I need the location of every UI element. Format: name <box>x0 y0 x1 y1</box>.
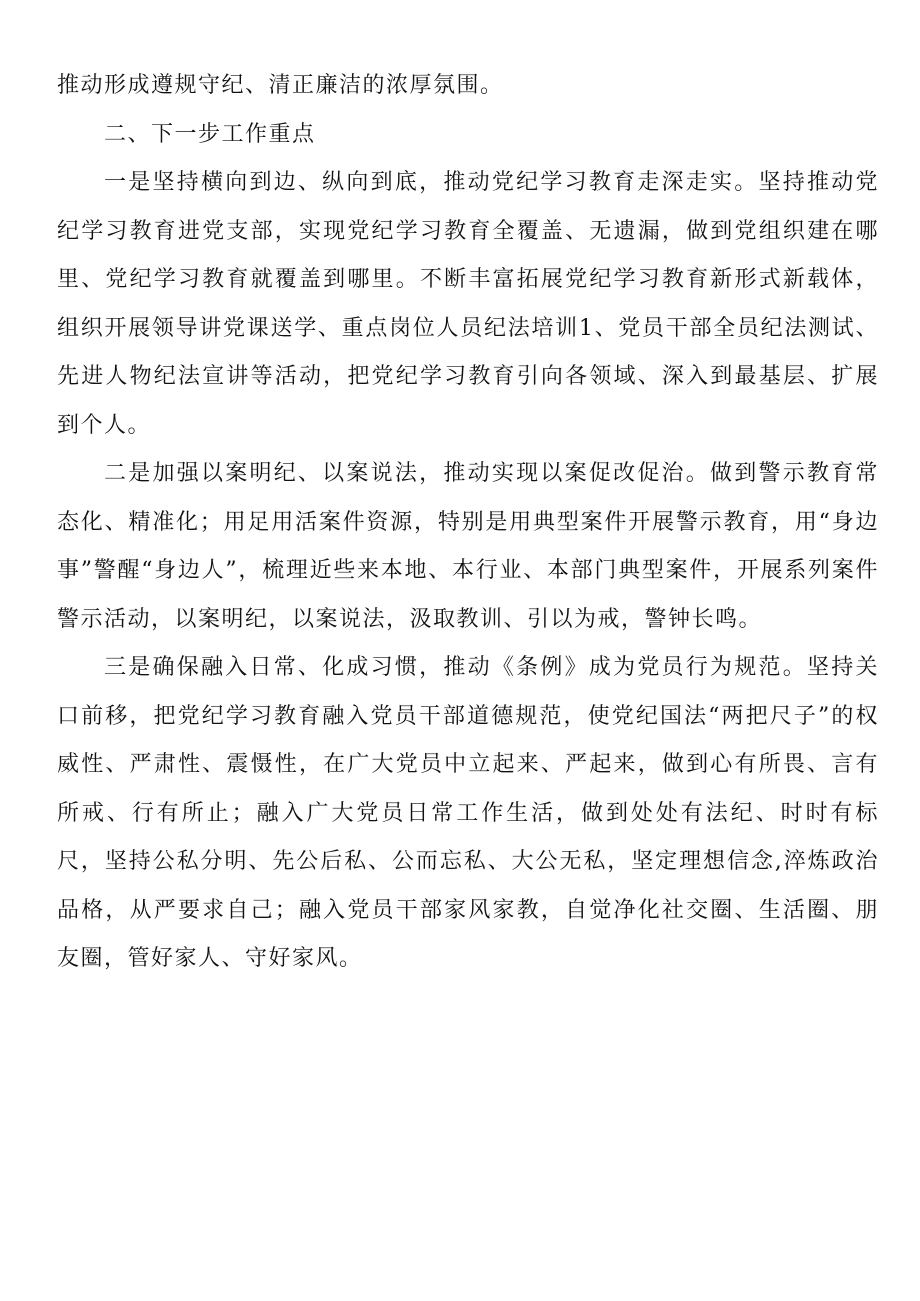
paragraph-continuation: 推动形成遵规守纪、清正廉洁的浓厚氛围。 <box>57 73 504 98</box>
section-heading: 二、下一步工作重点 <box>104 121 316 147</box>
paragraph-point-one: 一是坚持横向到边、纵向到底，推动党纪学习教育走深走实。坚持推动党纪学习教育进党支部，实现党纪学习教育全覆盖、无遗漏，做到党组织建在哪里、党纪学习教育就覆盖到哪里。不断丰富拓展党纪学习教育新形式新载体，组织开展领导讲党课送学、重点岗位人员纪法培训1、党员干部全员纪法测试、先进人物纪法宣讲等活动，把党纪学习教育引向各领域、深入到最基层、扩展到个人。 <box>57 170 879 438</box>
paragraph-point-three: 三是确保融入日常、化成习惯，推动《条例》成为党员行为规范。坚持关口前移，把党纪学习教育融入党员干部道德规范，使党纪国法“两把尺子”的权威性、严肃性、震慑性，在广大党员中立起来、严起来，做到心有所畏、言有所戒、行有所止；融入广大党员日常工作生活，做到处处有法纪、时时有标尺，坚持公私分明、先公后私、公而忘私、大公无私，坚定理想信念,淬炼政治品格，从严要求自己；融入党员干部家风家教，自觉净化社交圈、生活圈、朋友圈，管好家人、守好家风。 <box>57 655 879 971</box>
paragraph-point-two: 二是加强以案明纪、以案说法，推动实现以案促改促治。做到警示教育常态化、精准化；用足用活案件资源，特别是用典型案件开展警示教育，用“身边事”警醒“身边人”，梳理近些来本地、本行业、本部门典型案件，开展系列案件警示活动，以案明纪，以案说法，汲取教训、引以为戒，警钟长鸣。 <box>57 461 879 632</box>
document-body <box>57 62 879 984</box>
